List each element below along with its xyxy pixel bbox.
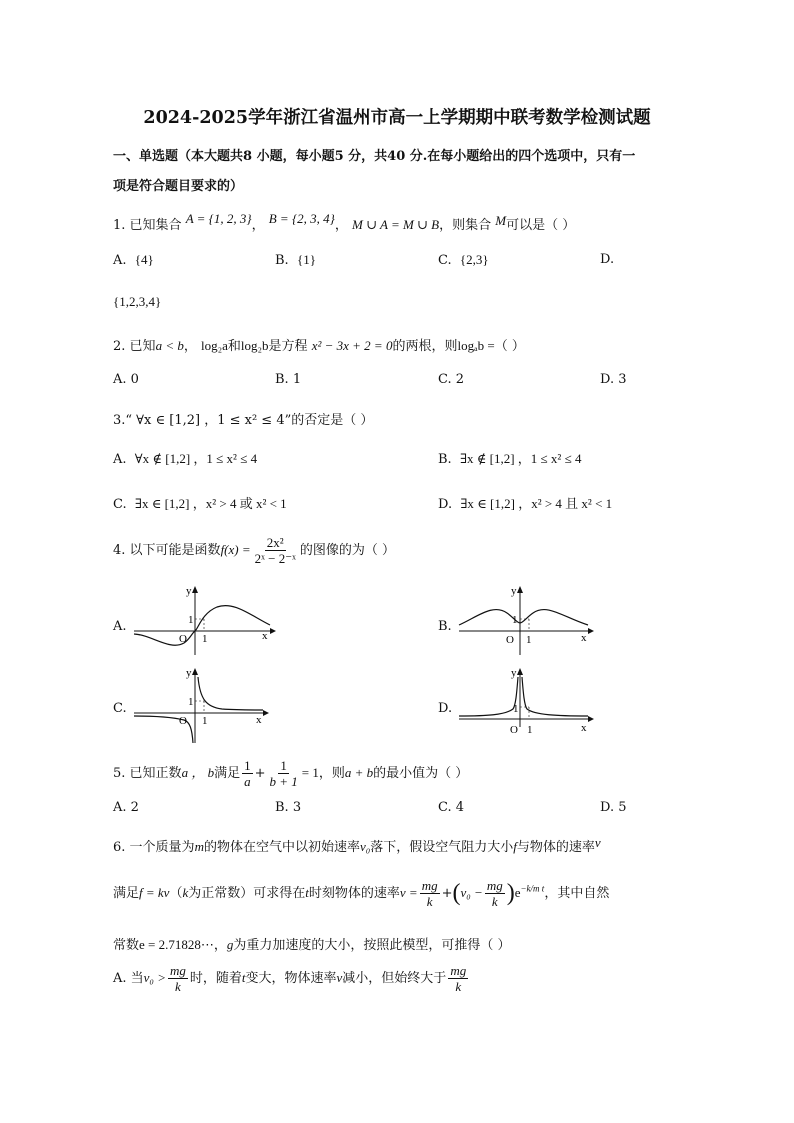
question-6-line-3: 常数e = 2.71828⋯，g为重力加速度的大小，按照此模型，可推得（ ）: [113, 937, 511, 953]
q4-number: 4.: [113, 543, 126, 558]
q1-number: 1.: [113, 218, 126, 233]
svg-text:x: x: [256, 714, 262, 726]
q4-text: 以下可能是函数: [129, 543, 221, 558]
q3-statement: “ ∀x ∈ [1,2] ，1 ≤ x² ≤ 4”的否定是（ ）: [125, 413, 374, 428]
q1-text-c: 可以是（ ）: [506, 218, 576, 233]
q2-condition: a < b: [155, 338, 184, 353]
svg-text:1: 1: [526, 634, 532, 646]
q1-text-a: 已知集合: [129, 218, 182, 233]
q2-option-b[interactable]: B. 1: [275, 372, 302, 387]
svg-text:x: x: [581, 632, 587, 644]
svg-text:1: 1: [188, 696, 194, 708]
q2-option-d[interactable]: D. 3: [600, 372, 627, 387]
question-6-line-2: 满足f = kv（k为正常数）可求得在t时刻物体的速率v = $\frac{mg}{k}$ +(v₀ − $\frac{mg}{k}$ )$e^{-k/m t}$，其中自然: [113, 878, 610, 909]
q2-paren: （ ）: [494, 339, 525, 354]
section-heading-line1: 一、单选题（本大题共8 小题，每小题5 分，共40 分.在每小题给出的四个选项中，只有一: [113, 149, 636, 164]
tick-y-1: 1: [188, 614, 194, 626]
y-label: y: [186, 585, 192, 597]
q1-option-c[interactable]: C. {2,3}: [438, 252, 489, 268]
q1-option-d-value[interactable]: {1,2,3,4}: [113, 294, 162, 309]
svg-text:1: 1: [202, 715, 208, 727]
q4-graph-d[interactable]: [457, 665, 602, 745]
q1-text-b: ，则集合: [439, 218, 492, 233]
q4-graph-d-label[interactable]: D.: [438, 701, 453, 716]
question-5: 5. 已知正数a ， b满足 $\frac{1}{a}$ + $\frac{1}{b + 1}$ = 1，则a + b的最小值为（ ）: [113, 758, 469, 789]
page-title: 2024-2025学年浙江省温州市高一上学期期中联考数学检测试题: [143, 108, 651, 128]
svg-text:y: y: [511, 585, 517, 597]
q5-tail: ，则: [318, 766, 345, 781]
q3-option-b[interactable]: B. ∃x ∉ [1,2] ，1 ≤ x² ≤ 4: [438, 451, 582, 467]
question-3: [113, 409, 373, 428]
tick-x-1: 1: [202, 633, 208, 645]
q5-frac2: $\frac{1}{b + 1}$: [269, 758, 298, 789]
q4-graph-c[interactable]: [132, 665, 277, 745]
q5-option-b[interactable]: B. 3: [275, 800, 302, 815]
q4-fraction: $\frac{\text{2x²}}{\text{2ˣ − 2⁻ˣ}}$: [254, 535, 296, 566]
q2-number: 2.: [113, 339, 126, 354]
svg-text:y: y: [186, 667, 192, 679]
q4-tail: 的图像的为（ ）: [299, 543, 395, 558]
q2-logs: log₂a和log₂b是方程: [200, 338, 308, 353]
svg-text:O: O: [510, 724, 518, 736]
q3-option-a[interactable]: A. ∀x ∉ [1,2] ，1 ≤ x² ≤ 4: [113, 451, 258, 467]
q1-condition: M ∪ A = M ∪ B: [352, 217, 440, 232]
q1-set-a: A = {1, 2, 3}: [185, 211, 252, 226]
question-2: 2. 已知a < b， log₂a和log₂b是方程 x² − 3x + 2 = 0的两根，则logₐb =（ ）: [113, 338, 525, 354]
q5-eq: = 1: [301, 765, 319, 780]
q2-tail: 的两根，则: [392, 339, 458, 354]
x-axis-arrow: [270, 628, 276, 634]
svg-text:1: 1: [513, 703, 519, 715]
x-label: x: [262, 630, 268, 642]
question-1: 1. 已知集合 A = {1, 2, 3}， B = {2, 3, 4}， M ∪ A = M ∪ B，则集合 M可以是（ ）: [113, 211, 576, 233]
q3-option-c[interactable]: C. ∃x ∈ [1,2] ，x² > 4 或 x² < 1: [113, 496, 287, 512]
q5-option-a[interactable]: A. 2: [113, 800, 139, 815]
q5-mid: 满足: [214, 766, 241, 781]
q5-option-d[interactable]: D. 5: [600, 800, 627, 815]
svg-text:1: 1: [512, 614, 518, 626]
q2-option-a[interactable]: A. 0: [113, 372, 139, 387]
svg-text:O: O: [506, 634, 514, 646]
q6-option-a[interactable]: A. 当v₀ > $\frac{mg}{k}$ 时，随着t变大，物体速率v减小，但始终大于 $\frac{mg}{k}$: [113, 963, 467, 994]
y-axis-arrow: [192, 586, 198, 593]
q5-frac1: $\frac{1}{a}$: [244, 758, 251, 789]
section-heading-line2: 项是符合题目要求的）: [113, 179, 244, 194]
q2-text: 已知: [129, 339, 156, 354]
svg-text:O: O: [179, 715, 187, 727]
q5-text: 已知正数: [129, 766, 182, 781]
q2-equation: x² − 3x + 2 = 0: [311, 338, 393, 353]
q5-tail2: 的最小值为（ ）: [373, 766, 469, 781]
svg-text:1: 1: [527, 724, 533, 736]
q4-graph-b-label[interactable]: B.: [438, 619, 452, 634]
svg-text:y: y: [511, 667, 517, 679]
q3-number: 3.: [113, 413, 126, 428]
q4-graph-b[interactable]: [457, 583, 602, 658]
q3-option-d[interactable]: D. ∃x ∈ [1,2] ，x² > 4 且 x² < 1: [438, 496, 613, 512]
q5-ask: a + b: [344, 765, 374, 780]
q1-option-a[interactable]: A. {4}: [113, 252, 154, 268]
svg-text:x: x: [581, 722, 587, 734]
q2-option-c[interactable]: C. 2: [438, 372, 465, 387]
q1-option-d-label[interactable]: D.: [600, 252, 615, 267]
origin-label: O: [179, 633, 187, 645]
question-4: [113, 535, 395, 566]
q5-vars: a ， b: [181, 765, 215, 780]
q4-graph-a[interactable]: [132, 583, 277, 658]
q1-var-m: M: [495, 213, 507, 228]
q4-graph-a-label[interactable]: A.: [113, 619, 127, 634]
question-6-line-1: 6. 一个质量为m的物体在空气中以初始速率v₀落下，假设空气阻力大小f与物体的速率v: [113, 835, 601, 855]
q1-option-b[interactable]: B. {1}: [275, 252, 316, 268]
q1-set-b: B = {2, 3, 4}: [268, 211, 335, 226]
q5-number: 5.: [113, 766, 126, 781]
q2-ask: logₐb =: [457, 338, 495, 353]
q4-fx: f(x) =: [220, 542, 251, 557]
q4-graph-c-label[interactable]: C.: [113, 701, 127, 716]
q5-option-c[interactable]: C. 4: [438, 800, 465, 815]
